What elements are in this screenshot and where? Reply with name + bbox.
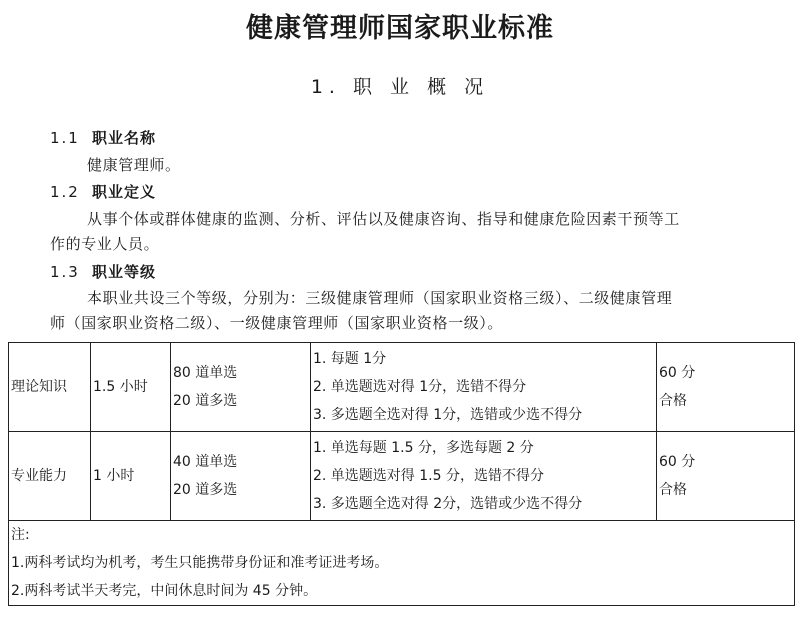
rules-cell bbox=[311, 343, 657, 432]
pass-label: 合格 bbox=[659, 482, 687, 498]
questions-cell bbox=[171, 432, 311, 521]
note-line: 2.两科考试半天考完，中间休息时间为 45 分钟。 bbox=[11, 583, 318, 599]
question-line: 80 道单选 bbox=[173, 365, 238, 381]
pass-label: 合格 bbox=[659, 393, 687, 409]
duration-text: 1 小时 bbox=[93, 468, 135, 484]
subsection-number: 1.3 bbox=[50, 263, 80, 281]
notes-cell bbox=[9, 521, 795, 606]
rule-line: 1. 每题 1分 bbox=[313, 351, 387, 367]
subject-cell bbox=[9, 432, 91, 521]
table-row bbox=[9, 432, 795, 521]
question-line: 20 道多选 bbox=[173, 393, 238, 409]
subsection-1-2-body-line-2: 作的专业人员。 bbox=[50, 235, 160, 253]
subsection-1-2-header bbox=[50, 182, 156, 202]
rule-line: 3. 多选题全选对得 2分，选错或少选不得分 bbox=[313, 496, 583, 512]
pass-cell bbox=[657, 343, 795, 432]
note-line: 1.两科考试均为机考，考生只能携带身份证和准考证进考场。 bbox=[11, 555, 389, 571]
rule-line: 1. 单选每题 1.5 分，多选每题 2 分 bbox=[313, 440, 534, 456]
subject-cell bbox=[9, 343, 91, 432]
subsection-1-1-body: 健康管理师。 bbox=[87, 156, 181, 174]
subsection-1-3-header bbox=[50, 262, 156, 282]
questions-cell bbox=[171, 343, 311, 432]
rule-line: 2. 单选题选对得 1.5 分，选错不得分 bbox=[313, 468, 544, 484]
document-title: 健康管理师国家职业标准 bbox=[246, 13, 554, 44]
subsection-1-3-body-line-1: 本职业共设三个等级，分别为：三级健康管理师（国家职业资格三级）、二级健康管理 bbox=[87, 289, 673, 307]
exam-table bbox=[8, 342, 795, 606]
pass-score: 60 分 bbox=[659, 454, 696, 470]
subsection-heading: 职业名称 bbox=[92, 129, 157, 147]
subsection-1-2-body-line-1: 从事个体或群体健康的监测、分析、评估以及健康咨询、指导和健康危险因素干预等工 bbox=[87, 210, 680, 228]
question-line: 20 道多选 bbox=[173, 482, 238, 498]
subsection-1-1-header bbox=[50, 128, 156, 148]
rule-line: 2. 单选题选对得 1分，选错不得分 bbox=[313, 379, 527, 395]
duration-text: 1.5 小时 bbox=[93, 379, 148, 395]
pass-cell bbox=[657, 432, 795, 521]
subsection-heading: 职业定义 bbox=[92, 183, 157, 201]
subsection-heading: 职业等级 bbox=[92, 263, 157, 281]
pass-score: 60 分 bbox=[659, 365, 696, 381]
notes-row bbox=[9, 521, 795, 606]
table-row bbox=[9, 343, 795, 432]
duration-cell bbox=[91, 432, 171, 521]
rules-cell bbox=[311, 432, 657, 521]
question-line: 40 道单选 bbox=[173, 454, 238, 470]
note-label: 注: bbox=[11, 527, 30, 543]
subject-text: 专业能力 bbox=[11, 468, 67, 484]
section-title: 1. 职 业 概 况 bbox=[310, 76, 490, 98]
subsection-number: 1.2 bbox=[50, 183, 80, 201]
subsection-1-3-body-line-2: 师（国家职业资格二级）、一级健康管理师（国家职业资格一级）。 bbox=[50, 314, 504, 332]
duration-cell bbox=[91, 343, 171, 432]
rule-line: 3. 多选题全选对得 1分，选错或少选不得分 bbox=[313, 407, 583, 423]
subject-text: 理论知识 bbox=[11, 379, 67, 395]
subsection-number: 1.1 bbox=[50, 129, 80, 147]
